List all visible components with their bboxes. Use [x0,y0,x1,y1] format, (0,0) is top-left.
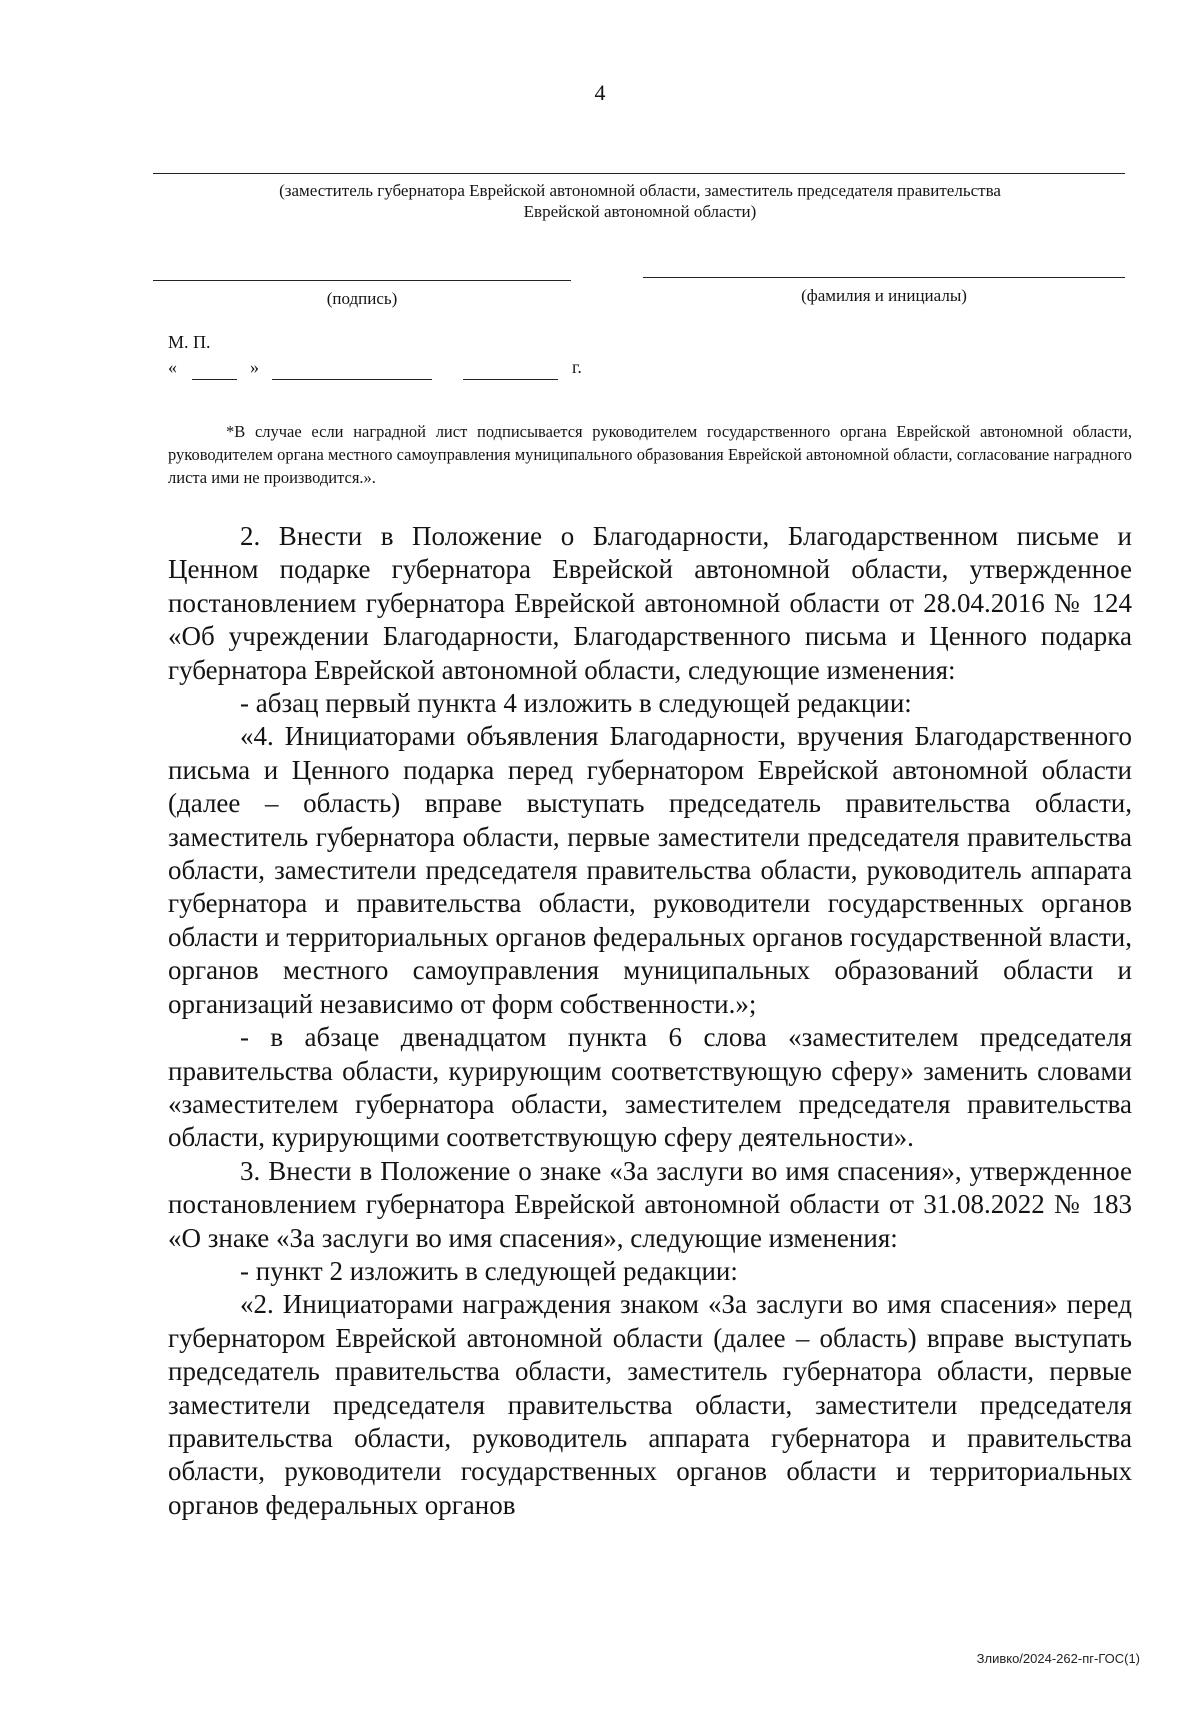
document-code: Зливко/2024-262-пг-ГОС(1) [976,1651,1140,1666]
paragraph-point-2: «2. Инициаторами награждения знаком «За заслуги во имя спасения» перед губернатором Еврейской автономной области (далее – область) вправе выступать председатель правительства области, заместитель губернатора области, первые заместители председателя правительства области, заместители председателя правительства области, руководитель аппарата губернатора и правительства области, руководители государственных органов области и территориальных органов федеральных органов [168,1289,1132,1520]
deputy-caption [150,180,1130,222]
paragraph-amend-1: - абзац первый пункта 4 изложить в следующей редакции: [240,688,912,719]
paragraph-item-3: 3. Внести в Положение о знаке «За заслуги во имя спасения», утвержденное постановлением губернатора Еврейской автономной области от 31.08.2022 № 183 «О знаке «За заслуги во имя спасения», следующие изменения: [168,1155,1132,1253]
signature-caption: (подпись) [326,289,398,308]
name-caption: (фамилия и инициалы) [801,286,967,305]
date-close-quote: » [250,357,259,377]
paragraph-item-2: 2. Внести в Положение о Благодарности, Благодарственном письме и Ценном подарке губернатора Еврейской автономной области, утвержденное постановлением губернатора Еврейской автономной области от 28.04.2016 № 124 «Об учреждении Благодарности, Благодарственного письма и Ценного подарка губернатора Еврейской автономной области, следующие изменения: [168,521,1132,685]
date-year-line [463,379,558,380]
page-number: 4 [594,80,606,105]
deputy-name-line [153,173,1125,174]
paragraph-point-4: «4. Инициаторами объявления Благодарности, вручения Благодарственного письма и Ценного подарка перед губернатором Еврейской автономной области (далее – область) вправе выступать председатель правительства области, заместитель губернатора области, первые заместители председателя правительства области, заместители председателя правительства области, руководитель аппарата губернатора и правительства области, руководители государственных органов области и территориальных органов федеральных органов государственной власти, органов местного самоуправления муниципальных образований области и организаций независимо от форм собственности.»; [168,721,1132,1019]
seal-label: М. П. [168,332,211,352]
date-open-quote: « [168,357,177,377]
date-day-line [192,379,237,380]
paragraph-amend-2: - в абзаце двенадцатом пункта 6 слова «заместителем председателя правительства области, курирующим соответствующую сферу» заменить словами «заместителем губернатора области, заместителем председателя правительства области, курирующими соответствующую сферу деятельности». [168,1022,1132,1153]
deputy-caption-line-2: Еврейской автономной области) [523,202,757,221]
footnote [168,420,1132,489]
footnote-text: *В случае если наградной лист подписывается руководителем государственного органа Еврейской автономной области, руководителем органа местного самоуправления муниципального образования Еврейской автономной области, согласование наградного листа ими не производится.». [168,422,1132,487]
name-line [643,277,1125,278]
signature-line [153,280,571,281]
date-month-line [272,379,432,380]
deputy-caption-line-1: (заместитель губернатора Еврейской автономной области, заместитель председателя правительства [279,181,1001,200]
year-suffix: г. [572,357,582,377]
paragraph-amend-3: - пункт 2 изложить в следующей редакции: [240,1255,738,1286]
main-body [168,520,1132,1522]
